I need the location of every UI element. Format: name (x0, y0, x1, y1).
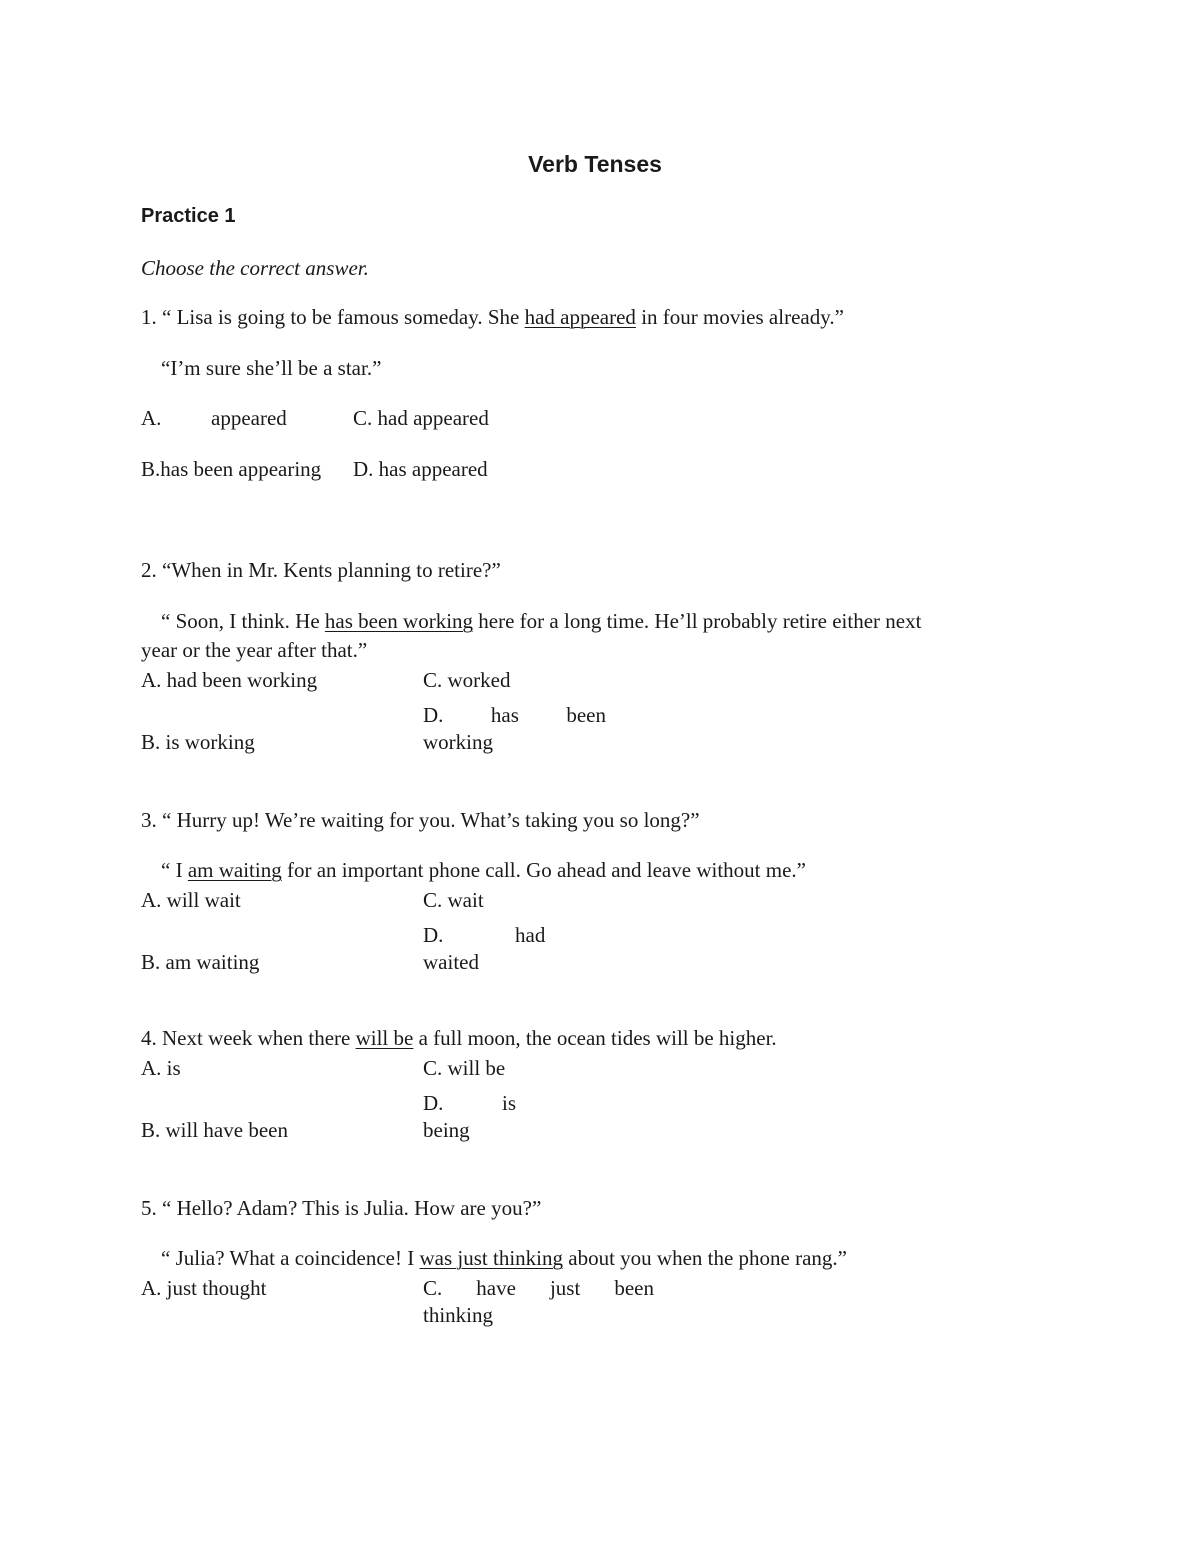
q1-option-a-letter: A. (141, 406, 162, 430)
q4-option-c: C. will be (423, 1056, 506, 1080)
q2-option-d-line-2: working (423, 730, 493, 754)
question-2-reply-start: “ Soon, I think. He (161, 609, 325, 633)
q5-option-c-word-2: just (549, 1276, 581, 1300)
question-4-text-end: a full moon, the ocean tides will be higher. (413, 1026, 777, 1050)
q5-option-c-line-1 (423, 1275, 654, 1301)
document-title: Verb Tenses (528, 151, 662, 177)
q3-option-a: A. will wait (141, 888, 241, 912)
section-heading: Practice 1 (141, 205, 236, 227)
question-5: 5. “ Hello? Adam? This is Julia. How are you?” (141, 1196, 542, 1220)
question-5-reply-end: about you when the phone rang.” (563, 1246, 848, 1270)
question-1-reply: “I’m sure she’ll be a star.” (161, 356, 382, 380)
q1-option-b: B.has been appearing (141, 457, 322, 481)
instruction-text: Choose the correct answer. (141, 256, 369, 280)
question-2: 2. “When in Mr. Kents planning to retire?” (141, 558, 501, 582)
question-2-underlined: has been working (324, 609, 474, 633)
q3-option-b: B. am waiting (141, 950, 260, 974)
q5-option-c-line-2: thinking (423, 1303, 494, 1327)
question-5-underlined: was just thinking (419, 1246, 563, 1270)
q2-option-b: B. is working (141, 730, 255, 754)
question-3-underlined: am waiting (187, 858, 282, 882)
q4-option-a: A. is (141, 1056, 181, 1080)
q3-option-c: C. wait (423, 888, 484, 912)
q3-option-d-word-1: had (515, 923, 546, 947)
q5-option-a: A. just thought (141, 1276, 267, 1300)
q3-option-d-letter: D. (423, 923, 444, 947)
question-4-text-start: 4. Next week when there (141, 1026, 356, 1050)
question-2-reply-line-2: year or the year after that.” (141, 638, 368, 662)
question-1-text-start: 1. “ Lisa is going to be famous someday. She (141, 305, 525, 329)
question-2-reply (161, 608, 921, 634)
question-3-reply-start: “ I (161, 858, 188, 882)
question-3-reply (161, 857, 806, 883)
q4-option-b: B. will have been (141, 1118, 288, 1142)
q4-option-d-word-1: is (502, 1091, 517, 1115)
question-1-underlined: had appeared (524, 305, 636, 329)
question-1 (141, 304, 844, 330)
q2-option-a: A. had been working (141, 668, 318, 692)
question-2-reply-end: here for a long time. He’ll probably retire either next (473, 609, 922, 633)
q5-option-c-word-3: been (614, 1276, 654, 1300)
q5-option-c-word-1: have (476, 1276, 516, 1300)
q3-option-d-line-2: waited (423, 950, 479, 974)
question-1-text-end: in four movies already.” (635, 305, 844, 329)
question-4-underlined: will be (355, 1026, 414, 1050)
q2-option-d-word-2: been (566, 703, 606, 727)
q2-option-d-letter: D. (423, 703, 444, 727)
q1-option-d: D. has appeared (353, 457, 488, 481)
question-5-reply (161, 1245, 847, 1271)
question-5-reply-start: “ Julia? What a coincidence! I (161, 1246, 420, 1270)
question-3: 3. “ Hurry up! We’re waiting for you. What’s taking you so long?” (141, 808, 700, 832)
q2-option-c: C. worked (423, 668, 511, 692)
q4-option-d-letter: D. (423, 1091, 444, 1115)
question-3-reply-end: for an important phone call. Go ahead and leave without me.” (281, 858, 806, 882)
q4-option-d-line-2: being (423, 1118, 470, 1142)
q1-option-a: appeared (211, 406, 287, 430)
q1-option-c: C. had appeared (353, 406, 489, 430)
q2-option-d-line-1 (423, 702, 606, 728)
q5-option-c-letter: C. (423, 1276, 443, 1300)
q2-option-d-word-1: has (490, 703, 519, 727)
question-4 (141, 1025, 777, 1051)
